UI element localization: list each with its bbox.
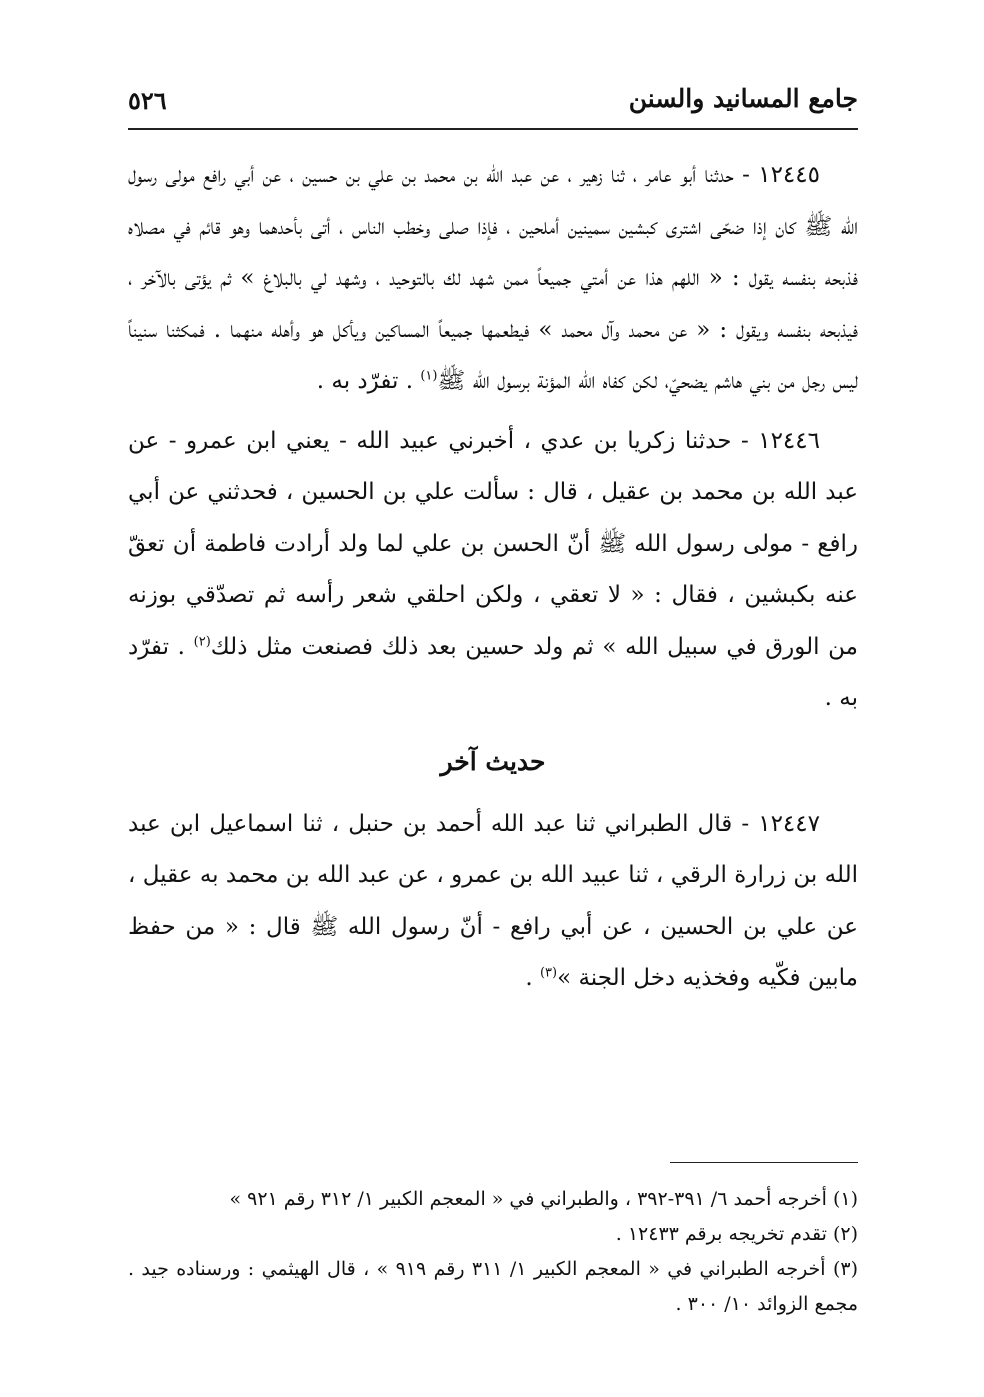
hadith-text: حدثنا زكريا بن عدي ، أخبرني عبيد الله - يعني ابن عمرو - عن عبد الله بن محمد بن عقيل ، قال : سألت علي بن الحسين ، فحدثني عن أبي رافع - مولى رسول الله ﷺ أنّ الحسن بن علي لما ولد أرادت فاطمة أن تعقّ عنه بكبشين ، فقال : « لا تعقي ، ولكن احلقي شعر رأسه ثم تصدّقي بوزنه من الورق في سبيل الله » ثم ولد حسين بعد ذلك فصنعت مثل ذلك	[128, 427, 859, 660]
footnote-marker: (٢)	[193, 633, 211, 649]
page-number: ٥٢٦	[128, 86, 167, 115]
hadith-dash: -	[733, 162, 750, 188]
hadith-dash: -	[732, 810, 750, 837]
hadith-paragraph	[128, 416, 858, 725]
hadith-tail: . تفرّد به .	[316, 368, 414, 394]
footnote-item: (٣) أخرجه الطبراني في « المعجم الكبير ١/ ٣١١ رقم ٩١٩ » ، قال الهيثمي : ورسناده جيد . مجمع الزوائد ١٠/ ٣٠٠ .	[128, 1258, 859, 1315]
footnote-item: (١) أخرجه أحمد ٦/ ٣٩١-٣٩٢ ، والطبراني في « المعجم الكبير ١/ ٣١٢ رقم ٩٢١ »	[229, 1188, 858, 1210]
hadith-dash: -	[731, 427, 749, 454]
hadith-paragraph	[128, 799, 858, 1005]
footnotes	[128, 1182, 858, 1322]
hadith-text: حدثنا أبو عامر ، ثنا زهير ، عن عبد الله بن محمد بن علي بن حسين ، عن أبي رافع مولى رسول الله ﷺ كان إذا ضحّى اشترى كبشين سمينين أملحين ، فإذا صلى وخطب الناس ، أتى بأحدهما وهو قائم في مصلاه فذبحه بنفسه يقول : « اللهم هذا عن أمتي جميعاً ممن شهد لك بالتوحيد ، وشهد لي بالبلاغ » ثم يؤتى بالآخر ، فيذبحه بنفسه ويقول : « عن محمد وآل محمد » فيطعمها جميعاً المساكين ويأكل هو وأهله منهما . فمكثنا سنيناً ليس رجل من بني هاشم يضحيّ، لكن كفاه الله المؤنة برسول الله ﷺ	[128, 162, 858, 394]
hadith-number: ١٢٤٤٦	[758, 427, 820, 454]
hadith-tail: .	[525, 965, 533, 991]
page-header	[128, 78, 858, 128]
hadith-text: قال الطبراني ثنا عبد الله أحمد بن حنبل ، ثنا اسماعيل ابن عبد الله بن زرارة الرقي ، ثنا عبيد الله بن عمرو ، عن عبد الله بن محمد به عقيل ، عن علي بن الحسين ، عن أبي رافع - أنّ رسول الله ﷺ قال : « من حفظ مابين فكّيه وفخذيه دخل الجنة »	[128, 810, 858, 991]
hadith-paragraph	[128, 150, 858, 408]
footnote-item: (٢) تقدم تخريجه برقم ١٢٤٣٣ .	[615, 1223, 858, 1245]
section-heading: حديث آخر	[440, 746, 546, 776]
hadith-number: ١٢٤٤٥	[758, 162, 820, 188]
footnote-marker: (١)	[420, 368, 438, 384]
main-text	[128, 150, 858, 1005]
hadith-tail: . تفرّد به .	[128, 633, 858, 711]
footnote-marker: (٣)	[539, 965, 558, 981]
running-title: جامع المسانيد والسنن	[628, 84, 858, 113]
footnote-rule	[670, 1162, 858, 1163]
hadith-number: ١٢٤٤٧	[758, 810, 820, 837]
header-rule	[128, 128, 858, 130]
